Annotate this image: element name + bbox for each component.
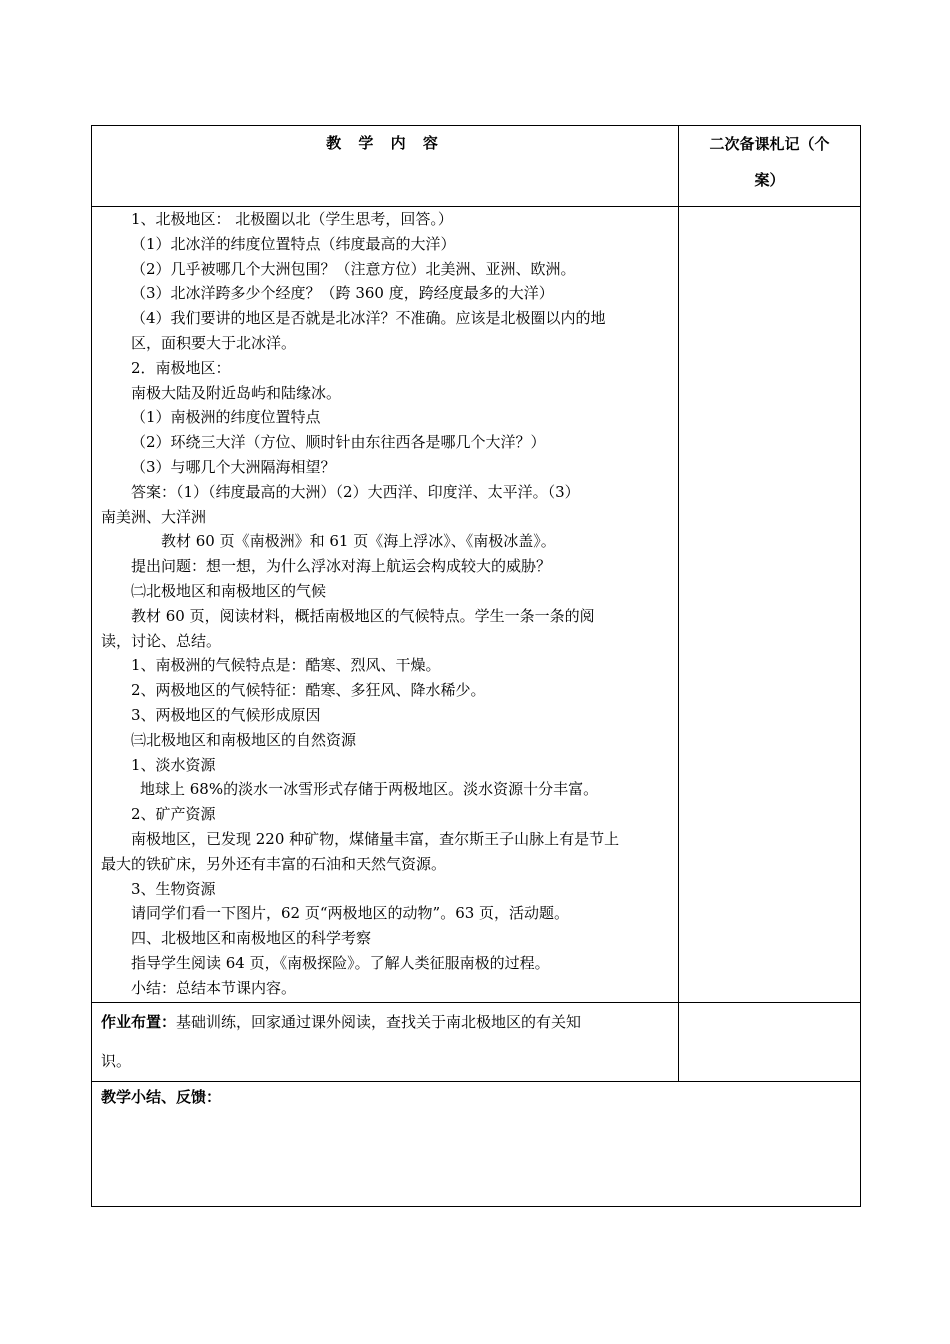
content-line: 1、淡水资源 xyxy=(131,755,216,774)
homework-text-line1: 基础训练，回家通过课外阅读，查找关于南北极地区的有关知 xyxy=(176,1013,582,1031)
content-line: （3）与哪几个大洲隔海相望？ xyxy=(131,457,336,476)
second-prep-notes-title-line2: 案） xyxy=(754,171,785,189)
content-line: 南美洲、大洋洲 xyxy=(101,507,207,526)
content-line: 1、南极洲的气候特点是：酷寒、烈风、干燥。 xyxy=(131,656,441,675)
feedback-label: 教学小结、反馈： xyxy=(101,1088,222,1106)
content-line: 2、两极地区的气候特征：酷寒、多狂风、降水稀少。 xyxy=(131,681,486,700)
content-line: 教材 60 页《南极洲》和 61 页《海上浮冰》、《南极冰盖》。 xyxy=(161,532,556,551)
content-line: 3、生物资源 xyxy=(131,879,216,898)
homework-notes-cell xyxy=(679,1003,861,1082)
second-prep-notes-header xyxy=(679,126,861,207)
content-line: 教材 60 页，阅读材料，概括南极地区的气候特点。学生一条一条的阅 xyxy=(131,606,595,625)
content-line: （1）南极洲的纬度位置特点 xyxy=(131,408,321,427)
content-row xyxy=(92,207,861,1003)
content-line: 南极地区，已发现 220 种矿物，煤储量丰富，查尔斯王子山脉上有是节上 xyxy=(131,829,620,848)
content-line: 2、矿产资源 xyxy=(131,805,216,824)
teaching-content-title: 教 学 内 容 xyxy=(326,134,444,152)
content-line: 南极大陆及附近岛屿和陆缘冰。 xyxy=(131,383,342,402)
content-line: 区，面积要大于北冰洋。 xyxy=(131,333,297,352)
content-line: （2）几乎被哪几个大洲包围？（注意方位）北美洲、亚洲、欧洲。 xyxy=(131,259,576,278)
feedback-cell xyxy=(92,1082,861,1207)
homework-cell xyxy=(92,1003,679,1082)
content-line: 四、北极地区和南极地区的科学考察 xyxy=(131,929,372,948)
header-row xyxy=(92,126,861,207)
content-line: （2）环绕三大洋（方位、顺时针由东往西各是哪几个大洋？） xyxy=(131,433,546,452)
content-line: 读，讨论、总结。 xyxy=(101,631,222,650)
content-line: 地球上 68%的淡水一冰雪形式存储于两极地区。淡水资源十分丰富。 xyxy=(140,780,599,799)
feedback-row xyxy=(92,1082,861,1207)
teaching-content-header xyxy=(92,126,679,207)
content-line: （3）北冰洋跨多少个经度？（跨 360 度，跨经度最多的大洋） xyxy=(131,284,554,303)
content-line: 请同学们看一下图片，62 页“两极地区的动物”。63 页，活动题。 xyxy=(131,904,570,923)
homework-text-line2: 识。 xyxy=(101,1052,132,1070)
content-line: 1、北极地区： 北极圈以北（学生思考，回答。） xyxy=(131,210,453,228)
content-line: ㈡北极地区和南极地区的气候 xyxy=(131,581,327,600)
content-line: （4）我们要讲的地区是否就是北冰洋？不准确。应该是北极圈以内的地 xyxy=(131,309,606,328)
content-lines xyxy=(101,207,668,1001)
content-line: 小结：总结本节课内容。 xyxy=(131,978,297,997)
content-line: 最大的铁矿床，另外还有丰富的石油和天然气资源。 xyxy=(101,854,447,873)
content-line: 提出问题：想一想，为什么浮冰对海上航运会构成较大的威胁？ xyxy=(131,557,552,576)
homework-row xyxy=(92,1003,861,1082)
lesson-plan-table xyxy=(91,125,861,1207)
content-line: 2．南极地区： xyxy=(131,358,231,377)
content-line: 3、两极地区的气候形成原因 xyxy=(131,705,321,724)
second-prep-notes-title-line1: 二次备课札记（个 xyxy=(709,135,830,153)
content-line: 指导学生阅读 64 页，《南极探险》。了解人类征服南极的过程。 xyxy=(131,953,550,972)
teaching-content-body xyxy=(92,207,679,1003)
content-line: （1）北冰洋的纬度位置特点（纬度最高的大洋） xyxy=(131,234,456,253)
second-prep-notes-body xyxy=(679,207,861,1003)
content-line: 答案：（1）（纬度最高的大洲）（2）大西洋、印度洋、太平洋。（3） xyxy=(131,482,580,501)
content-line: ㈢北极地区和南极地区的自然资源 xyxy=(131,730,357,749)
homework-label: 作业布置： xyxy=(101,1013,177,1031)
